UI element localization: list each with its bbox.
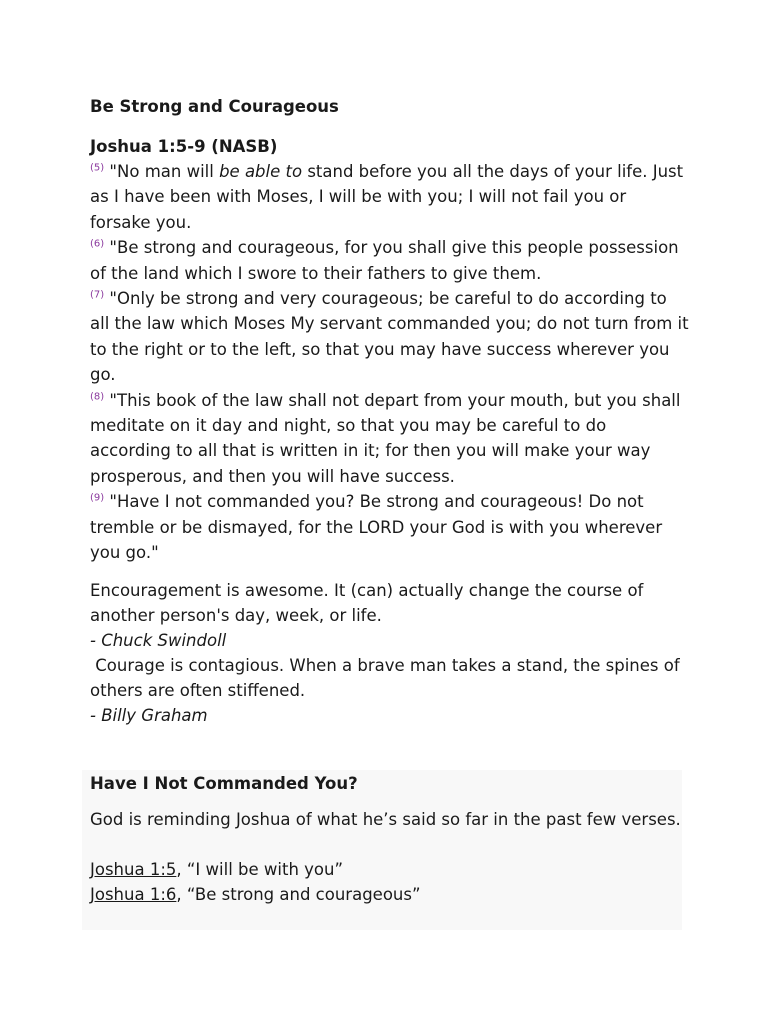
document-page (90, 94, 690, 728)
quotes (90, 578, 690, 728)
section-body: God is reminding Joshua of what he’s said so far in the past few verses. (90, 810, 681, 829)
verse-number: (8) (90, 391, 105, 403)
document-title: Be Strong and Courageous (90, 97, 339, 116)
verse-9 (90, 489, 690, 565)
quote-text: Encouragement is awesome. It (can) actually change the course of another person's day, week, or life. (90, 580, 644, 625)
scripture-reference-line (90, 882, 682, 907)
section-box (82, 770, 682, 930)
verse-number: (5) (90, 162, 105, 174)
verse-text: "Have I not commanded you? Be strong and courageous! Do not tremble or be dismayed, for the LORD your God is with you wherever you go." (90, 492, 663, 563)
passage-reference: Joshua 1:5-9 (NASB) (90, 137, 278, 156)
reference-text: , “Be strong and courageous” (176, 885, 421, 904)
verse-text: "Only be strong and very courageous; be careful to do according to all the law which Moses My servant commanded you; do not turn from it to the right or to the left, so that you may have success wherever you go. (90, 289, 689, 385)
section-heading: Have I Not Commanded You? (90, 774, 358, 793)
quote-author: - Chuck Swindoll (90, 630, 227, 650)
verse-7 (90, 286, 690, 388)
quote-text: Courage is contagious. When a brave man takes a stand, the spines of others are often stiffened. (90, 655, 685, 700)
verse-5 (90, 159, 690, 235)
verse-text: "No man will (109, 162, 220, 181)
verse-6 (90, 235, 690, 286)
spacer (90, 832, 682, 857)
verse-text: "Be strong and courageous, for you shall give this people possession of the land which I swore to their fathers to give them. (90, 238, 679, 283)
scripture-link-joshua-1-5[interactable]: Joshua 1:5 (90, 860, 177, 879)
reference-text: , “I will be with you” (176, 860, 344, 879)
verse-number: (7) (90, 289, 105, 301)
quote-author: - Billy Graham (90, 705, 208, 725)
verse-8 (90, 388, 690, 490)
scripture-link-joshua-1-6[interactable]: Joshua 1:6 (90, 885, 177, 904)
verse-text: "This book of the law shall not depart from your mouth, but you shall meditate on it day and night, so that you may be careful to do according to all that is written in it; for then you will make your way prosperous, and then you will have success. (90, 390, 681, 486)
verse-list (90, 159, 690, 566)
verse-number: (6) (90, 238, 105, 250)
verse-emphasis: be able to (219, 162, 303, 181)
verse-number: (9) (90, 492, 105, 504)
scripture-reference-line (90, 857, 682, 882)
verse-text: stand before you all the days of your life. Just as I have been with Moses, I will be with you; I will not fail you or forsake you. (90, 162, 684, 232)
